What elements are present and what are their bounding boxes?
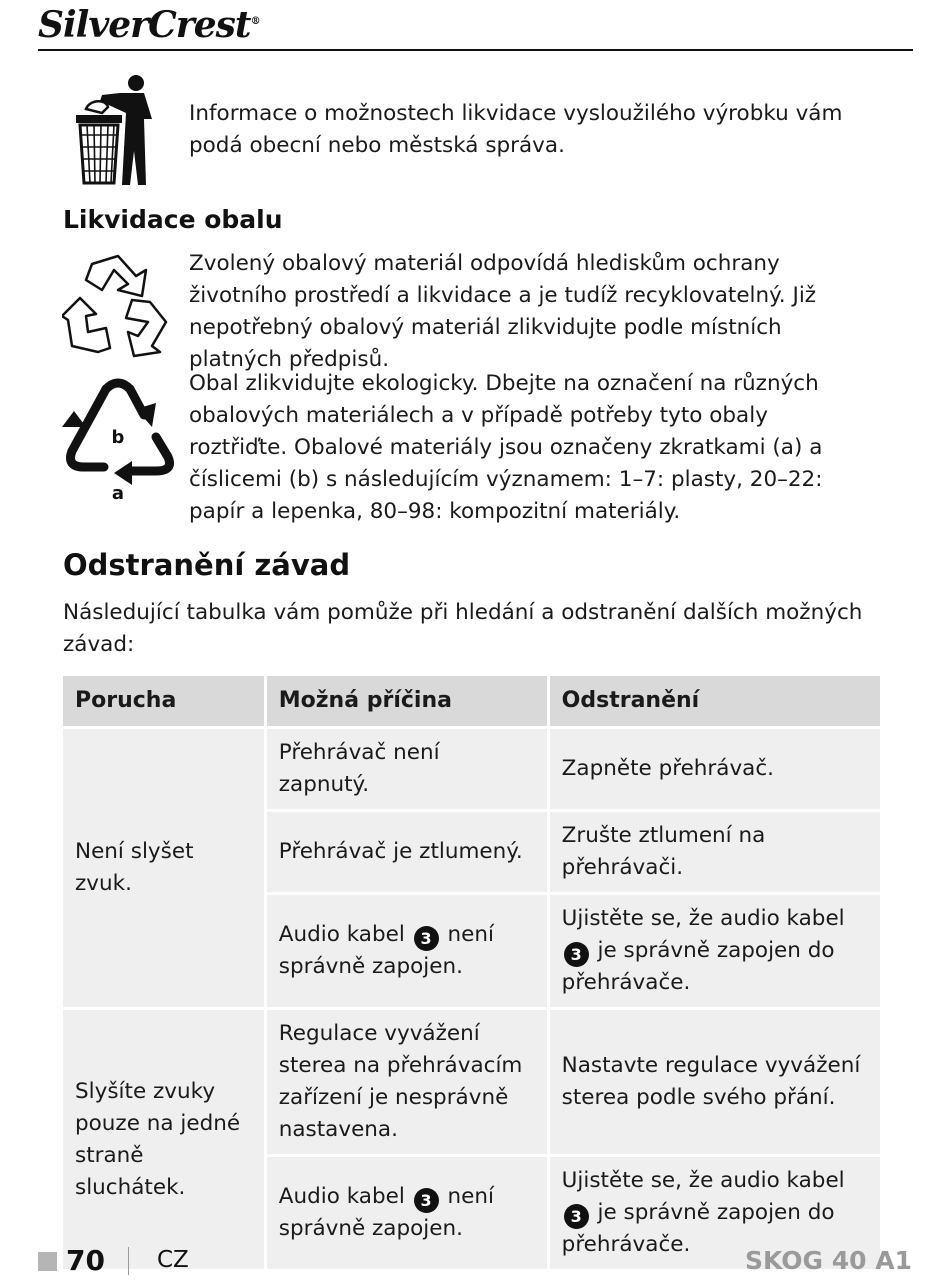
remedy-text: Nastavte regulace vyvážení sterea podle svého přání. [561, 1053, 861, 1110]
cause-cell [267, 1157, 547, 1269]
brand-logo [38, 4, 260, 46]
remedy-cell [550, 895, 880, 1007]
table-row [63, 729, 880, 809]
remedy-text: Zrušte ztlumení na přehrávači. [561, 823, 766, 880]
page-number: 70 [66, 1244, 105, 1277]
troubleshooting-heading: Odstranění závad [63, 548, 351, 582]
column-header-cause: Možná příčina [267, 676, 547, 726]
remedy-text: Ujistěte se, že audio kabel [561, 1168, 845, 1193]
part-number-badge: 3 [414, 926, 439, 951]
brand-name: SilverCrest [38, 4, 251, 46]
remedy-text-suffix: je správně zapojen do přehrávače. [561, 1200, 835, 1257]
cause-text: Audio kabel [278, 1184, 412, 1209]
remedy-cell [550, 729, 880, 809]
cause-text-suffix: není správně zapojen. [278, 922, 494, 979]
cause-text: Regulace vyvážení sterea na přehrávacím zařízení je nesprávně nastavena. [278, 1021, 523, 1142]
recycling-code-a: a [111, 483, 125, 504]
footer-divider [128, 1247, 129, 1275]
fault-cell: Slyšíte zvuky pouze na jedné straně sluchátek. [63, 1010, 264, 1269]
part-number-badge: 3 [414, 1188, 439, 1213]
column-header-fault: Porucha [63, 676, 264, 726]
part-number-badge: 3 [564, 942, 589, 967]
fault-cell: Není slyšet zvuk. [63, 729, 264, 1007]
packaging-text-ecological: Obal zlikvidujte ekologicky. Dbejte na označení na různých obalových materiálech a v případě potřeby tyto obaly roztřiďte. Obalové materiály jsou označeny zkratkami (a) a číslicemi (b) s následujícím významem: 1–7: plasty, 20–22: papír a lepenka, 80–98: kompozitní materiály. [189, 371, 823, 524]
troubleshooting-table [60, 673, 883, 1272]
header-rule [38, 49, 913, 51]
cause-text-suffix: není správně zapojen. [278, 1184, 494, 1241]
cause-cell [267, 812, 547, 892]
remedy-cell [550, 812, 880, 892]
table-header-row [63, 676, 880, 726]
part-number-badge: 3 [564, 1204, 589, 1229]
cause-cell [267, 1010, 547, 1154]
packaging-heading: Likvidace obalu [63, 205, 283, 234]
packaging-text-recyclable: Zvolený obalový materiál odpovídá hlediskům ochrany životního prostředí a likvidace a je tudíž recyklovatelný. Již nepotřebný obalový materiál zlikvidujte podle místních platných předpisů. [189, 251, 817, 372]
cause-text: Audio kabel [278, 922, 412, 947]
disposal-text: Informace o možnostech likvidace vysloužilého výrobku vám podá obecní nebo městská správa. [189, 101, 843, 158]
footer-marker [38, 1252, 57, 1271]
waste-bin-person-icon [72, 73, 162, 187]
cause-text: Přehrávač je ztlumený. [278, 839, 523, 864]
remedy-text: Zapněte přehrávač. [561, 756, 775, 781]
brand-registered-mark: ® [250, 16, 260, 27]
remedy-text-suffix: je správně zapojen do přehrávače. [561, 938, 835, 995]
model-name: SKOG 40 A1 [745, 1246, 912, 1275]
language-code: CZ [157, 1247, 189, 1273]
table-row [63, 1010, 880, 1154]
cause-cell [267, 895, 547, 1007]
recycling-code-b: b [111, 427, 125, 448]
troubleshooting-intro: Následující tabulka vám pomůže při hledání a odstranění dalších možných závad: [63, 600, 863, 657]
remedy-text: Ujistěte se, že audio kabel [561, 906, 845, 931]
column-header-remedy: Odstranění [550, 676, 880, 726]
cause-text: Přehrávač není zapnutý. [278, 740, 440, 797]
remedy-cell [550, 1010, 880, 1154]
cause-cell [267, 729, 547, 809]
recycling-code-triangle-icon [60, 375, 176, 505]
recycle-arrows-icon [62, 252, 174, 358]
